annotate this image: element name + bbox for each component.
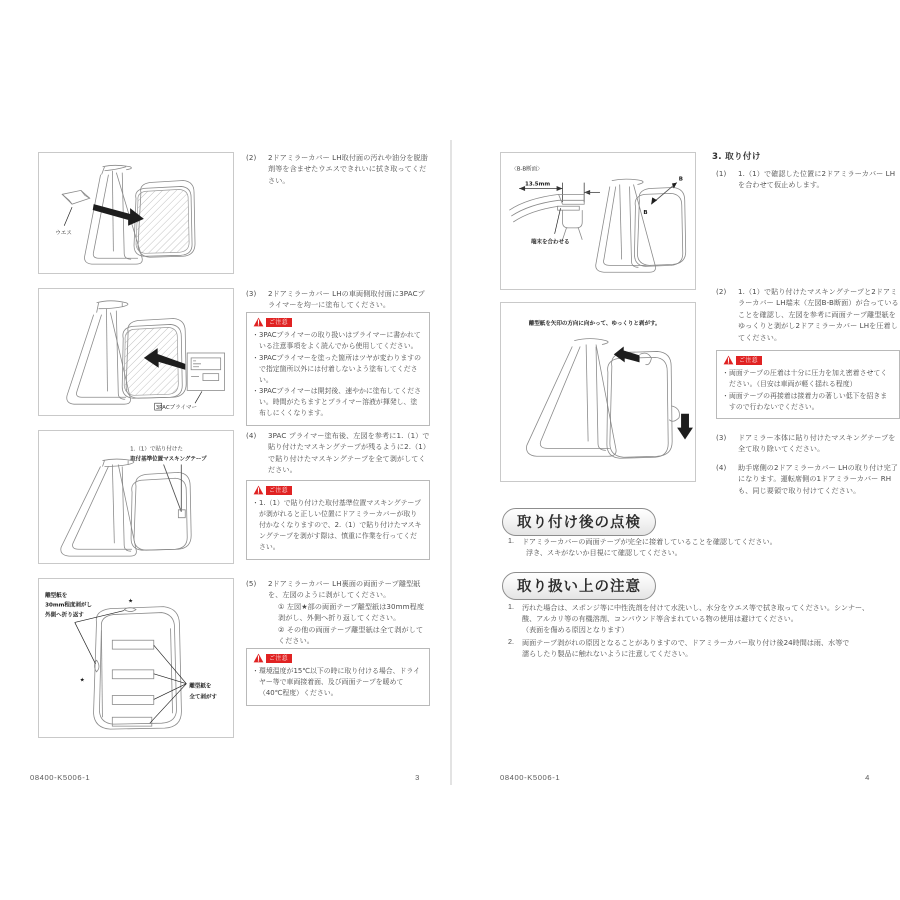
right-step-4-number: (4) (716, 463, 727, 472)
step-2-text: 2ドアミラーカバー LH取付面の汚れや油分を脱脂剤等を含ませたウエスできれいに拭き取ってください。 (268, 153, 428, 185)
part-number: 08400-K5006-1 (30, 773, 91, 782)
caution-item: ・ 3PACプライマーは開封後、速やかに塗布してください。時間がたちますとプライマー溶液が揮発し、塗布しにくくなります。 (253, 386, 423, 419)
caution-header (253, 653, 423, 663)
figure-star-left: ★ (79, 677, 85, 684)
caution-header (723, 355, 893, 365)
page-number: 4 (865, 773, 870, 782)
figure-masking-tape-reference (38, 430, 234, 564)
inspection-line: ドアミラーカバーの両面テープが完全に接着していることを確認してください。 (522, 537, 777, 546)
section-title-installation: 3. 取り付け (712, 152, 761, 162)
figure-label-b-top: B (678, 176, 684, 183)
right-step-1-text: 1.（1）で確認した位置に2ドアミラーカバー LHを合わせて仮止めします。 (738, 169, 896, 190)
step-5 (246, 578, 430, 646)
warning-triangle-icon (253, 653, 264, 663)
figure-bb-cross-section (500, 152, 696, 290)
figure-label-release-line2: 30mm程度剥がし (45, 602, 92, 609)
warning-triangle-icon (253, 317, 264, 327)
caution-list (723, 368, 893, 413)
right-step-4-text: 助手席側の2ドアミラーカバー LHの取り付け完了になります。運転席側の1ドアミラーカバー RHも、同じ要領で取り付けてください。 (738, 463, 898, 495)
caution-label: ご注意 (266, 318, 292, 327)
caution-item: ・ 3PACプライマーの取り扱いはプライマーに書かれている注意事項をよく読んでから使用してください。 (253, 330, 423, 352)
figure-label-tape-line1: 1.（1）で貼り付けた (130, 446, 183, 453)
caution-label: ご注意 (266, 486, 292, 495)
caution-box-masking-tape (246, 480, 430, 560)
figure-peel-direction (500, 302, 696, 482)
caution-item: ・ 3PACプライマーを塗った箇所はツヤが変わりますので指定箇所以外には付着しないよう塗布してください。 (253, 353, 423, 386)
inspection-line: 浮き、スキがないか目視にて確認してください。 (526, 548, 682, 558)
figure-label-b-bottom: B (643, 210, 648, 217)
figure-label-align-ends: 端末を合わせる (530, 239, 570, 246)
handling-item-number: 2. (508, 637, 514, 646)
figure-wipe-mounting-surface (38, 152, 234, 274)
figure-apply-pac-primer (38, 288, 234, 416)
step-2 (246, 152, 430, 186)
figure-label-release-line1: 離型紙を (45, 592, 68, 599)
caution-item: ・ 両面テープの再接着は接着力の著しい低下を招きますので行わないでください。 (723, 391, 893, 413)
figure-label-bb-section: 〈B-B断面〉 (511, 166, 543, 173)
right-step-1 (716, 168, 900, 191)
part-number: 08400-K5006-1 (500, 773, 561, 782)
step-3-number: (3) (246, 289, 257, 298)
right-step-2 (716, 286, 900, 343)
caution-label: ご注意 (266, 654, 292, 663)
caution-box-temperature (246, 648, 430, 706)
warning-triangle-icon (723, 355, 734, 365)
caution-list (253, 330, 423, 419)
figure-label-peel-direction: 離型紙を矢印の方向に向かって、ゆっくりと剥がす。 (528, 320, 661, 327)
step-4-text: 3PAC プライマー塗布後、左図を参考に1.（1）で貼り付けたマスキングテープが残るように2.（1）で貼り付けたマスキングテープを全て剥がしてください。 (268, 431, 430, 475)
handling-item-text (522, 637, 900, 659)
right-step-4 (716, 462, 900, 496)
inspection-list (508, 536, 898, 558)
caution-box-pressure (716, 350, 900, 419)
figure-peel-release-paper (38, 578, 234, 738)
figure-star-top: ★ (128, 598, 134, 605)
figure-label-peel-all-1: 離型紙を (189, 683, 212, 690)
caution-item: ・ 環境温度が15℃以下の時に取り付ける場合、ドライヤー等で車両接着面、及び両面テープを暖めて（40℃程度）ください。 (253, 666, 423, 699)
list-item (508, 602, 900, 636)
step-5-number: (5) (246, 579, 257, 588)
caution-header (253, 485, 423, 495)
heading-post-install-inspection: 取り付け後の点検 (502, 508, 656, 536)
step-5-sub-2: ② その他の両面テープ離型紙は全て剥がしてください。 (278, 624, 424, 646)
right-step-2-text: 1.（1）で貼り付けたマスキングテープと2ドアミラーカバー LH端末（左図B-B断面）が合っていることを確認し、左図を参考に両面テープ離型紙をゆっくりと剥がし2ドアミラーカバー LHを圧着してください。 (738, 287, 899, 342)
figure-label-release-line3: 外側へ折り返す (45, 612, 84, 619)
footer-left (30, 773, 420, 782)
right-step-3 (716, 432, 900, 455)
list-item (508, 536, 898, 558)
handling-list (508, 602, 900, 659)
caution-label: ご注意 (736, 356, 762, 365)
figure-label-135mm: 13.5mm (525, 181, 551, 188)
footer-right (500, 773, 870, 782)
step-5-text (268, 578, 430, 646)
right-step-1-number: (1) (716, 169, 727, 178)
figure-label-peel-all-2: 全て剥がす (189, 694, 217, 701)
page-right (450, 0, 900, 900)
inspection-item-text (522, 536, 898, 558)
warning-triangle-icon (253, 485, 264, 495)
figure-label-cloth: ウエス (55, 230, 72, 237)
step-4 (246, 430, 430, 476)
step-4-number: (4) (246, 431, 257, 440)
step-2-number: (2) (246, 153, 257, 162)
caution-header (253, 317, 423, 327)
handling-line: 汚れた場合は、スポンジ等に中性洗剤を付けて水洗いし、水分をウエス等で拭き取ってください。シンナー、 (522, 603, 869, 612)
step-3 (246, 288, 430, 311)
handling-item-text (522, 602, 900, 636)
figure-label-tape-line2: 取付基準位置マスキングテープ (130, 456, 207, 463)
caution-item: ・ 両面テープの圧着は十分に圧力を加え密着させてください。（目安は車両が軽く揺れる程度） (723, 368, 893, 390)
inspection-item-number: 1. (508, 537, 514, 545)
step-5-sub-1: ① 左図★部の両面テープ離型紙は30mm程度剥がし、外側へ折り返してください。 (278, 601, 425, 623)
caution-list (253, 666, 423, 699)
caution-list (253, 498, 423, 553)
step-3-text: 2ドアミラーカバー LHの車両側取付面に3PACプライマーを均一に塗布してください。 (268, 289, 425, 310)
handling-line: 酸、アルカリ等の有機溶剤、コンパウンド等含まれている物の使用は避けてください。 (522, 614, 798, 624)
page-number: 3 (415, 773, 420, 782)
handling-line: （表面を傷める原因となります） (522, 625, 629, 635)
right-step-3-text: ドアミラー本体に貼り付けたマスキングテープを全て取り除いてください。 (738, 433, 896, 454)
caution-item: ・ 1.（1）で貼り付けた取付基準位置マスキングテープが剥がれると正しい位置にドアミラーカバーが取り付かなくなりますので、2.（1）で貼り付けたマスキングテープを剥がす際は、慎重に作業を行ってください。 (253, 498, 423, 553)
caution-box-primer (246, 312, 430, 426)
right-step-3-number: (3) (716, 433, 727, 442)
handling-item-number: 1. (508, 603, 514, 611)
step-5-main: 2ドアミラーカバー LH裏面の両面テープ離型紙を、左図のように剥がしてください。 (268, 579, 421, 600)
right-step-2-number: (2) (716, 287, 727, 296)
handling-line: 両面テープ剥がれの原因となることがありますので、ドアミラーカバー取り付け後24時間は雨、水等で (522, 637, 850, 647)
list-item (508, 637, 900, 659)
figure-label-pac-primer: 3PACプライマー (155, 405, 197, 412)
handling-line: 濡らしたり製品に触れないように注意してください。 (522, 648, 693, 658)
heading-handling-precautions: 取り扱い上の注意 (502, 572, 656, 600)
